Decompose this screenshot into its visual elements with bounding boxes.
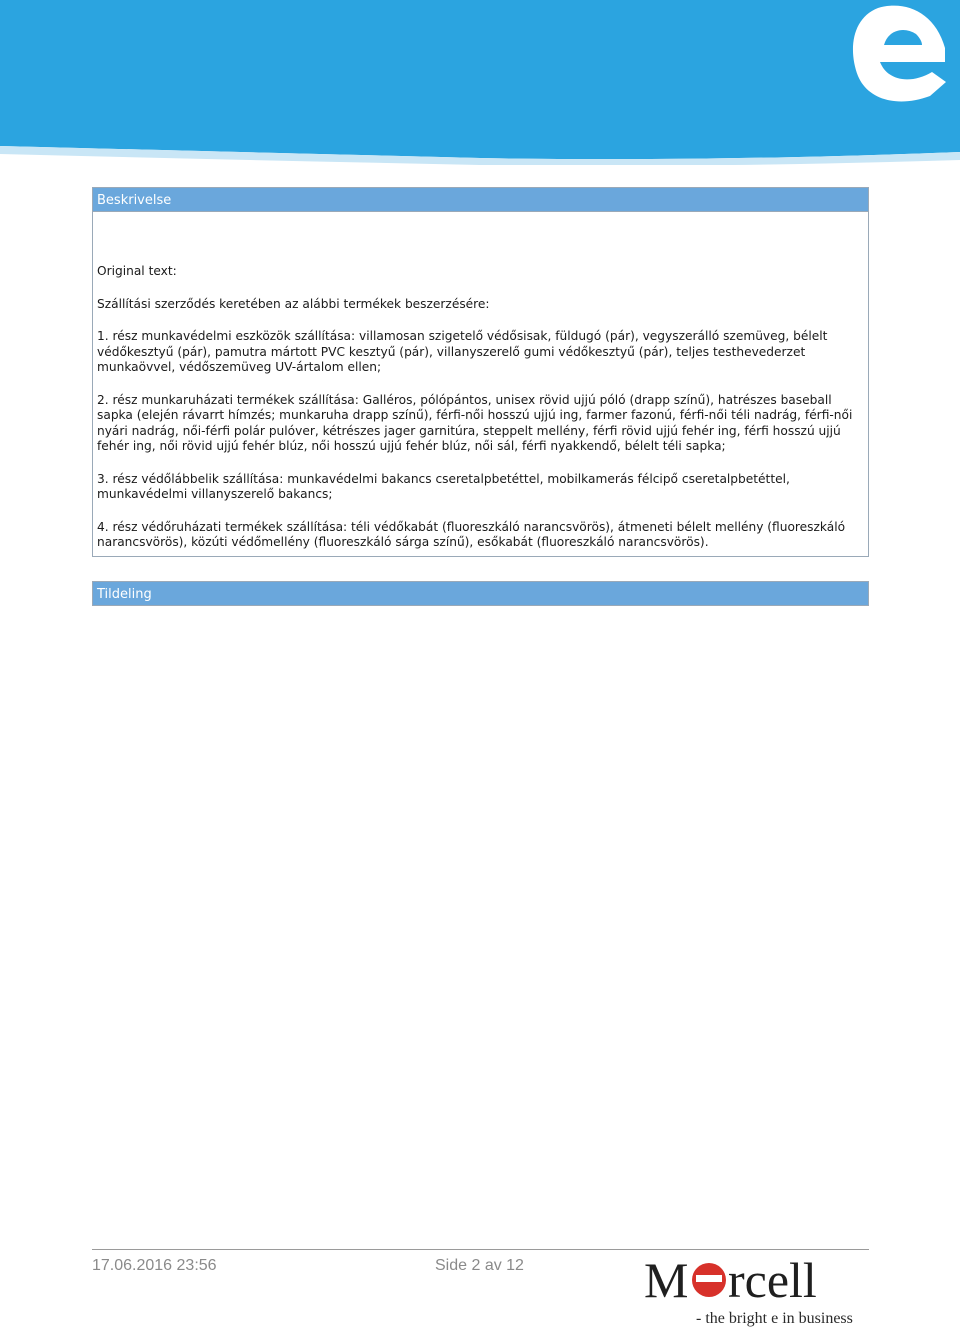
section-header-tildeling: Tildeling bbox=[92, 581, 869, 606]
part-4-text: 4. rész védőruházati termékek szállítása: téli védőkabát (fluoreszkáló narancsvörös), átmeneti bélelt mellény (fluoreszkáló narancsvörös), közúti védőmellény (fluoreszkáló sárga színű), esőkabát (fluoreszkáló narancsvörös). bbox=[97, 519, 846, 549]
original-text-label: Original text: bbox=[97, 264, 177, 278]
part-1-text: 1. rész munkavédelmi eszközök szállítása: villamosan szigetelő védősisak, füldugó (pár), vegyszerálló szemüveg, bélelt védőkesztyű (pár), pamutra mártott PVC kesztyű (pár), villanyszerelő gumi védőkesztyű (pár), teljes testhevederzet munkaövvel, védőszemüveg UV-ártalom ellen; bbox=[97, 329, 828, 374]
part-3-text: 3. rész védőlábbelik szállítása: munkavédelmi bakancs cseretalpbetéttel, mobilkamerás félcipő cseretalpbetéttel, munkavédelmi villanyszerelő bakancs; bbox=[97, 471, 790, 501]
intro-text: Szállítási szerződés keretében az alábbi termékek beszerzésére: bbox=[97, 296, 490, 311]
marcell-logo bbox=[640, 1253, 870, 1329]
footer-page-indicator: Side 2 av 12 bbox=[435, 1257, 524, 1274]
footer-divider bbox=[92, 1249, 869, 1250]
svg-text:M: M bbox=[644, 1253, 689, 1308]
footer-timestamp: 17.06.2016 23:56 bbox=[92, 1257, 217, 1274]
section-body-beskrivelse bbox=[92, 212, 869, 557]
section-header-beskrivelse: Beskrivelse bbox=[92, 187, 869, 212]
logo-tagline: - the bright e in business bbox=[696, 1310, 853, 1327]
header-banner bbox=[0, 0, 960, 165]
section-beskrivelse bbox=[92, 187, 869, 557]
section-tildeling bbox=[92, 581, 869, 606]
part-2-text: 2. rész munkaruházati termékek szállítása: Galléros, pólópántos, unisex rövid ujjú póló (drapp színű), hatrészes baseball sapka (elején rávarrt hímzés; munkaruha drapp színű), férfi-női hosszú ujjú ing, farmer fazonú, férfi-női téli nadrág, férfi-női nyári nadrág, női-férfi polár pulóver, kétrészes jager garnitúra, steppelt mellény, férfi rövid ujjú fehér ing, férfi hosszú ujjú fehér ing, női rövid ujjú fehér blúz, női hosszú ujjú fehér blúz, női sál, férfi nyakkendő, bélelt téli sapka; bbox=[97, 392, 853, 453]
logo-e-icon bbox=[692, 1263, 726, 1297]
svg-text:rcell: rcell bbox=[728, 1253, 817, 1308]
